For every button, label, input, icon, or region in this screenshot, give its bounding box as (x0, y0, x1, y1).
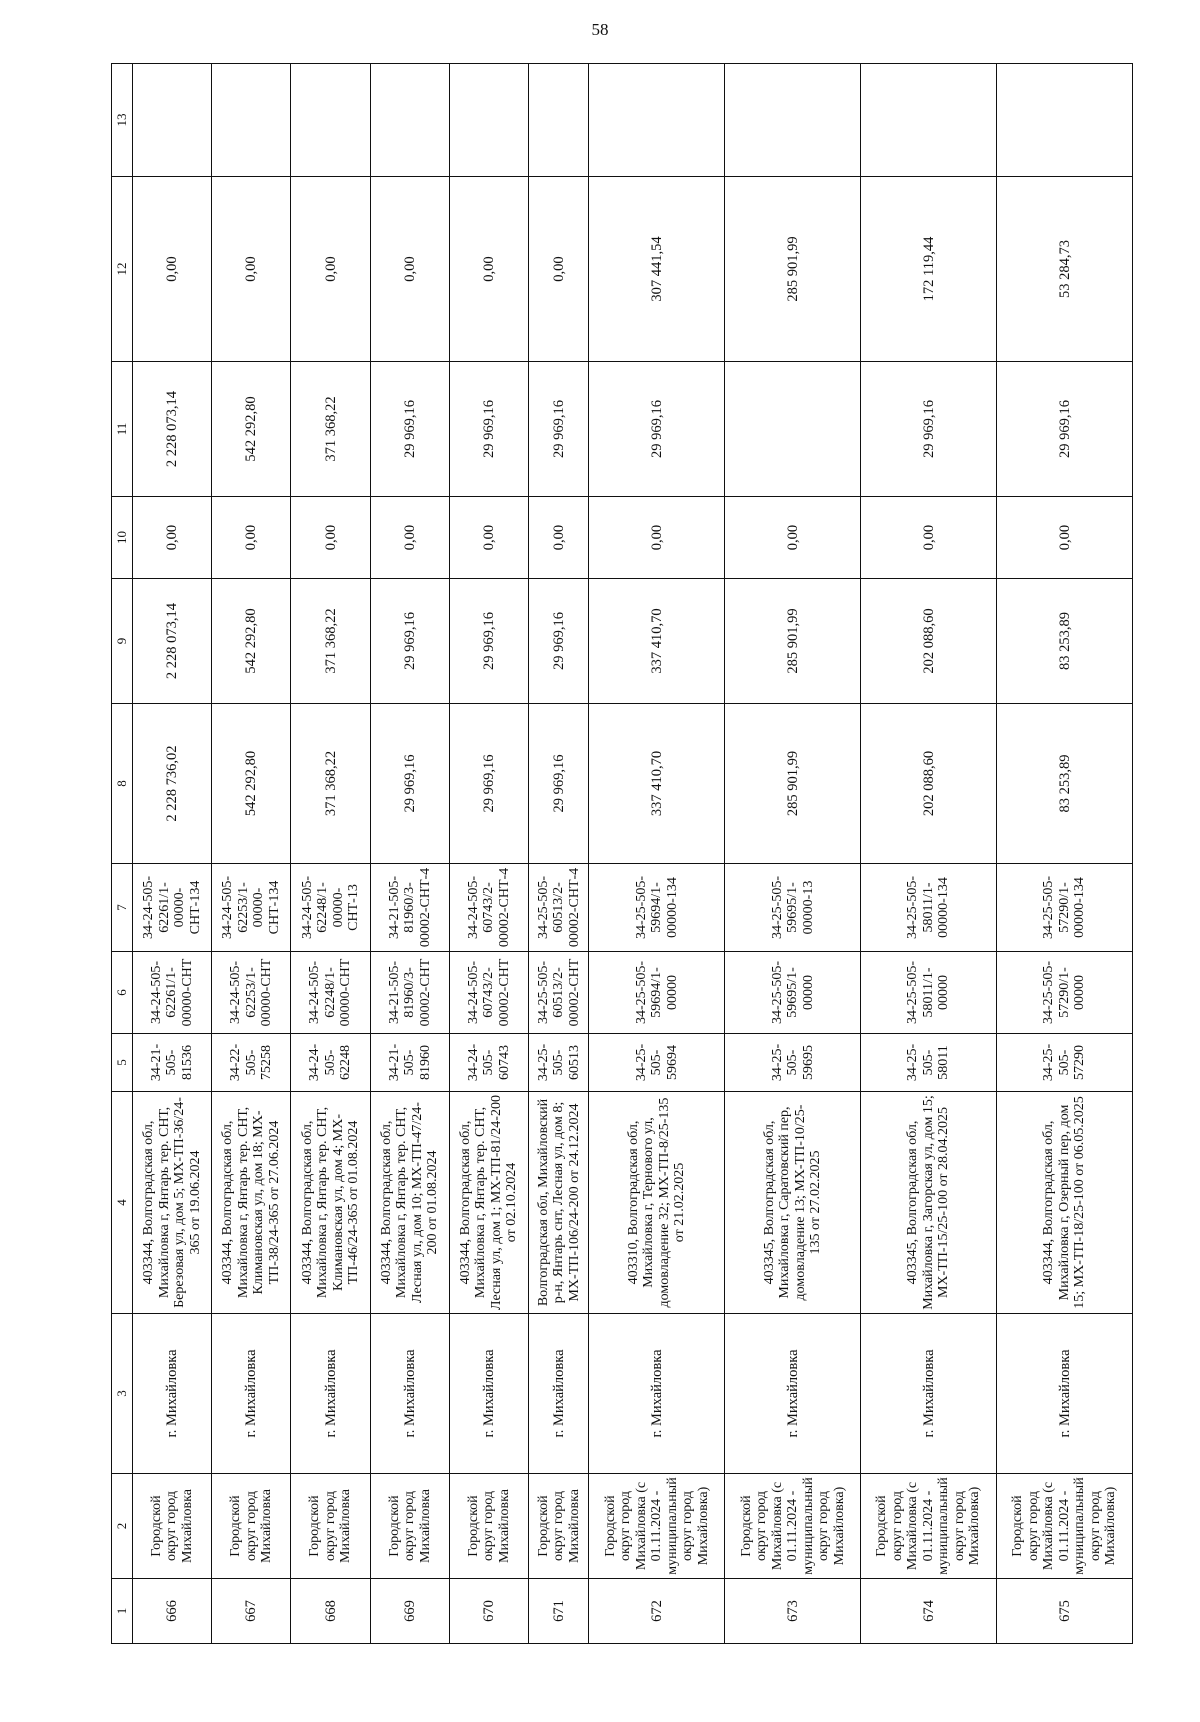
note-cell (212, 64, 291, 177)
column-header: 4 (112, 1092, 133, 1314)
amount-cell: 0,00 (861, 497, 997, 579)
amount-cell: 29 969,16 (449, 704, 528, 864)
amount-cell: 0,00 (529, 177, 589, 362)
amount-cell: 29 969,16 (529, 704, 589, 864)
municipality-cell: Городской округ город Михайловка (с 01.11.2024 - муниципальный округ город Михайловка) (861, 1474, 997, 1579)
locality-cell: г. Михайловка (725, 1314, 861, 1474)
table-row (133, 64, 212, 1644)
note-cell (529, 64, 589, 177)
object-id-cell: 34-24-505-62261/1-00000-СНТ (133, 952, 212, 1034)
object-id-cell: 34-25-505-57290/1-00000 (997, 952, 1133, 1034)
column-header: 10 (112, 497, 133, 579)
code-cell: 34-25-505-57290 (997, 1034, 1133, 1092)
amount-cell: 0,00 (133, 177, 212, 362)
column-header: 8 (112, 704, 133, 864)
amount-cell: 83 253,89 (997, 704, 1133, 864)
table-row (212, 64, 291, 1644)
code-cell: 34-22-505-75258 (212, 1034, 291, 1092)
object-id-cell: 34-21-505-81960/3-00002-СНТ (370, 952, 449, 1034)
object-code-cell: 34-25-505-57290/1-00000-134 (997, 864, 1133, 952)
amount-cell: 285 901,99 (725, 579, 861, 704)
locality-cell: г. Михайловка (997, 1314, 1133, 1474)
amount-cell: 0,00 (725, 497, 861, 579)
object-code-cell: 34-21-505-81960/3-00002-СНТ-4 (370, 864, 449, 952)
address-cell: 403344, Волгоградская обл, Михайловка г, Янтарь тер. СНТ, Лесная ул, дом 10; МХ-ТП-47/24-200 от 01.08.2024 (370, 1092, 449, 1314)
amount-cell: 371 368,22 (291, 362, 370, 497)
amount-cell: 542 292,80 (212, 362, 291, 497)
data-table (111, 63, 1133, 1644)
note-cell (449, 64, 528, 177)
amount-cell: 29 969,16 (529, 362, 589, 497)
locality-cell: г. Михайловка (133, 1314, 212, 1474)
municipality-cell: Городской округ город Михайловка (с 01.11.2024 - муниципальный округ город Михайловка) (725, 1474, 861, 1579)
object-code-cell: 34-25-505-60513/2-00002-СНТ-4 (529, 864, 589, 952)
object-code-cell: 34-25-505-59694/1-00000-134 (589, 864, 725, 952)
municipality-cell: Городской округ город Михайловка (с 01.11.2024 - муниципальный округ город Михайловка) (997, 1474, 1133, 1579)
row-number-cell: 671 (529, 1579, 589, 1644)
amount-cell: 0,00 (370, 497, 449, 579)
amount-cell: 337 410,70 (589, 704, 725, 864)
page-number: 58 (591, 20, 609, 39)
row-number-cell: 670 (449, 1579, 528, 1644)
amount-cell: 29 969,16 (370, 362, 449, 497)
table-header (112, 64, 133, 1644)
table-row (997, 64, 1133, 1644)
amount-cell: 0,00 (997, 497, 1133, 579)
amount-cell: 53 284,73 (997, 177, 1133, 362)
code-cell: 34-24-505-60743 (449, 1034, 528, 1092)
column-header: 1 (112, 1579, 133, 1644)
municipality-cell: Городской округ город Михайловка (133, 1474, 212, 1579)
object-id-cell: 34-25-505-60513/2-00002-СНТ (529, 952, 589, 1034)
code-cell: 34-25-505-60513 (529, 1034, 589, 1092)
locality-cell: г. Михайловка (589, 1314, 725, 1474)
municipality-cell: Городской округ город Михайловка (291, 1474, 370, 1579)
locality-cell: г. Михайловка (212, 1314, 291, 1474)
amount-cell: 29 969,16 (861, 362, 997, 497)
row-number-cell: 672 (589, 1579, 725, 1644)
note-cell (861, 64, 997, 177)
amount-cell: 542 292,80 (212, 704, 291, 864)
column-header: 2 (112, 1474, 133, 1579)
locality-cell: г. Михайловка (449, 1314, 528, 1474)
code-cell: 34-25-505-59695 (725, 1034, 861, 1092)
column-header: 9 (112, 579, 133, 704)
amount-cell: 29 969,16 (449, 579, 528, 704)
note-cell (133, 64, 212, 177)
address-cell: 403344, Волгоградская обл, Михайловка г, Янтарь тер. СНТ, Березовая ул, дом 5; МХ-ТП-36/24-365 от 19.06.2024 (133, 1092, 212, 1314)
amount-cell: 172 119,44 (861, 177, 997, 362)
object-id-cell: 34-25-505-59695/1-00000 (725, 952, 861, 1034)
object-id-cell: 34-24-505-62253/1-00000-СНТ (212, 952, 291, 1034)
row-number-cell: 673 (725, 1579, 861, 1644)
row-number-cell: 668 (291, 1579, 370, 1644)
object-code-cell: 34-24-505-62248/1-00000-СНТ-13 (291, 864, 370, 952)
code-cell: 34-21-505-81536 (133, 1034, 212, 1092)
address-cell: 403310, Волгоградская обл, Михайловка г, Тернового ул, домовладение 32; МХ-ТП-8/25-135 от 21.02.2025 (589, 1092, 725, 1314)
object-code-cell: 34-25-505-58011/1-00000-134 (861, 864, 997, 952)
amount-cell: 0,00 (449, 497, 528, 579)
amount-cell: 202 088,60 (861, 579, 997, 704)
column-header: 12 (112, 177, 133, 362)
amount-cell: 29 969,16 (449, 362, 528, 497)
table-row (589, 64, 725, 1644)
column-header: 3 (112, 1314, 133, 1474)
municipality-cell: Городской округ город Михайловка (370, 1474, 449, 1579)
amount-cell: 29 969,16 (370, 704, 449, 864)
municipality-cell: Городской округ город Михайловка (с 01.11.2024 - муниципальный округ город Михайловка) (589, 1474, 725, 1579)
object-id-cell: 34-24-505-60743/2-00002-СНТ (449, 952, 528, 1034)
amount-cell (725, 362, 861, 497)
code-cell: 34-25-505-58011 (861, 1034, 997, 1092)
amount-cell: 285 901,99 (725, 704, 861, 864)
amount-cell: 2 228 736,02 (133, 704, 212, 864)
address-cell: 403344, Волгоградская обл, Михайловка г, Янтарь тер. СНТ, Климановская ул, дом 18; МХ-ТП-38/24-365 от 27.06.2024 (212, 1092, 291, 1314)
amount-cell: 0,00 (370, 177, 449, 362)
code-cell: 34-24-505-62248 (291, 1034, 370, 1092)
amount-cell: 2 228 073,14 (133, 362, 212, 497)
amount-cell: 371 368,22 (291, 704, 370, 864)
amount-cell: 202 088,60 (861, 704, 997, 864)
table-row (861, 64, 997, 1644)
amount-cell: 29 969,16 (529, 579, 589, 704)
municipality-cell: Городской округ город Михайловка (529, 1474, 589, 1579)
address-cell: 403344, Волгоградская обл, Михайловка г, Озерный пер, дом 15; МХ-ТП-18/25-100 от 06.05.2025 (997, 1092, 1133, 1314)
object-id-cell: 34-24-505-62248/1-00000-СНТ (291, 952, 370, 1034)
amount-cell: 0,00 (529, 497, 589, 579)
amount-cell: 0,00 (212, 177, 291, 362)
address-cell: Волгоградская обл, Михайловский р-н, Янтарь снт, Лесная ул, дом 8; МХ-ТП-106/24-200 от 24.12.2024 (529, 1092, 589, 1314)
locality-cell: г. Михайловка (370, 1314, 449, 1474)
amount-cell: 542 292,80 (212, 579, 291, 704)
amount-cell: 83 253,89 (997, 579, 1133, 704)
object-id-cell: 34-25-505-59694/1-00000 (589, 952, 725, 1034)
amount-cell: 29 969,16 (370, 579, 449, 704)
table-row (725, 64, 861, 1644)
code-cell: 34-25-505-59694 (589, 1034, 725, 1092)
column-header: 5 (112, 1034, 133, 1092)
row-number-cell: 675 (997, 1579, 1133, 1644)
note-cell (291, 64, 370, 177)
table-row (291, 64, 370, 1644)
municipality-cell: Городской округ город Михайловка (212, 1474, 291, 1579)
table-row (449, 64, 528, 1644)
object-code-cell: 34-24-505-62261/1-00000-СНТ-134 (133, 864, 212, 952)
amount-cell: 29 969,16 (997, 362, 1133, 497)
object-id-cell: 34-25-505-58011/1-00000 (861, 952, 997, 1034)
amount-cell: 0,00 (291, 497, 370, 579)
address-cell: 403344, Волгоградская обл, Михайловка г, Янтарь тер. СНТ, Лесная ул, дом 1; МХ-ТП-81/24-200 от 02.10.2024 (449, 1092, 528, 1314)
municipality-cell: Городской округ город Михайловка (449, 1474, 528, 1579)
address-cell: 403345, Волгоградская обл, Михайловка г, Саратовский пер, домовладение 13; МХ-ТП-10/25-135 от 27.02.2025 (725, 1092, 861, 1314)
table-row (370, 64, 449, 1644)
amount-cell: 337 410,70 (589, 579, 725, 704)
column-header: 6 (112, 952, 133, 1034)
amount-cell: 29 969,16 (589, 362, 725, 497)
row-number-cell: 669 (370, 1579, 449, 1644)
amount-cell: 2 228 073,14 (133, 579, 212, 704)
amount-cell: 285 901,99 (725, 177, 861, 362)
amount-cell: 0,00 (449, 177, 528, 362)
object-code-cell: 34-24-505-62253/1-00000-СНТ-134 (212, 864, 291, 952)
address-cell: 403345, Волгоградская обл, Михайловка г, Загорская ул, дом 15; МХ-ТП-15/25-100 от 28.04.2025 (861, 1092, 997, 1314)
locality-cell: г. Михайловка (529, 1314, 589, 1474)
note-cell (725, 64, 861, 177)
object-code-cell: 34-24-505-60743/2-00002-СНТ-4 (449, 864, 528, 952)
table-row (529, 64, 589, 1644)
amount-cell: 0,00 (291, 177, 370, 362)
note-cell (370, 64, 449, 177)
address-cell: 403344, Волгоградская обл, Михайловка г, Янтарь тер. СНТ, Климановская ул, дом 4; МХ-ТП-46/24-365 от 01.08.2024 (291, 1092, 370, 1314)
note-cell (589, 64, 725, 177)
column-header: 7 (112, 864, 133, 952)
column-header: 13 (112, 64, 133, 177)
amount-cell: 371 368,22 (291, 579, 370, 704)
amount-cell: 0,00 (212, 497, 291, 579)
row-number-cell: 666 (133, 1579, 212, 1644)
locality-cell: г. Михайловка (291, 1314, 370, 1474)
amount-cell: 307 441,54 (589, 177, 725, 362)
row-number-cell: 667 (212, 1579, 291, 1644)
column-header: 11 (112, 362, 133, 497)
object-code-cell: 34-25-505-59695/1-00000-13 (725, 864, 861, 952)
amount-cell: 0,00 (589, 497, 725, 579)
code-cell: 34-21-505-81960 (370, 1034, 449, 1092)
note-cell (997, 64, 1133, 177)
row-number-cell: 674 (861, 1579, 997, 1644)
amount-cell: 0,00 (133, 497, 212, 579)
locality-cell: г. Михайловка (861, 1314, 997, 1474)
table-body (133, 64, 1133, 1644)
rotated-table-wrapper (111, 64, 1133, 1644)
